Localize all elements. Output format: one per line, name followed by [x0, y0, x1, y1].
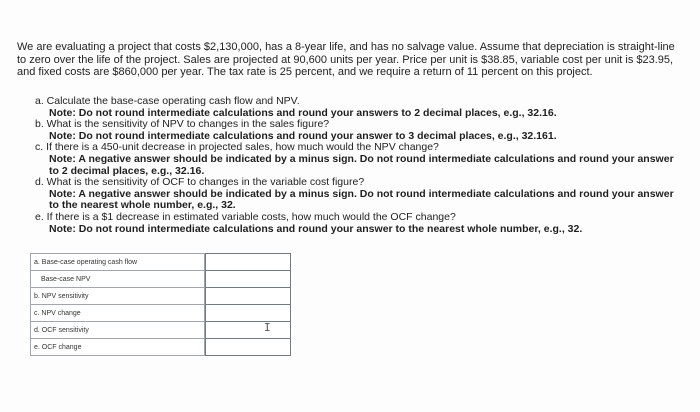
question-note: Note: A negative answer should be indicated by a minus sign. Do not round intermediate calculations and round your answer to 2 decimal places, e.g., 32.16. [49, 152, 674, 177]
row-label: Base-case NPV [31, 271, 205, 288]
question-note: Note: Do not round intermediate calculations and round your answers to 2 decimal places, e.g., 32.16. [49, 106, 557, 119]
table-row [31, 322, 291, 339]
row-label: d. OCF sensitivity [31, 322, 205, 339]
question-prompt: e. If there is a $1 decrease in estimated variable costs, how much would the OCF change? [35, 210, 456, 223]
question-d [35, 177, 685, 212]
table-row [31, 305, 291, 322]
problem-statement: We are evaluating a project that costs $2,130,000, has a 8-year life, and has no salvage value. Assume that depreciation is straight-line to zero over the life of the project. Sales are projected at 90,600 units per year. Price per unit is $38.85, variable cost per unit is $23.95, and fixed costs are $860,000 per year. The tax rate is 25 percent, and we require a return of 11 percent on this project. [17, 41, 675, 78]
ocf-sensitivity-input[interactable] [208, 325, 284, 336]
row-label: e. OCF change [31, 339, 205, 356]
row-label: c. NPV change [31, 305, 205, 322]
answer-cell [206, 322, 291, 339]
answer-cell [206, 339, 291, 356]
answer-table [30, 253, 291, 356]
npv-change-input[interactable] [208, 308, 284, 319]
row-label: b. NPV sensitivity [31, 288, 205, 305]
question-prompt: b. What is the sensitivity of NPV to changes in the sales figure? [35, 118, 330, 131]
table-row [31, 288, 291, 305]
question-b [35, 119, 685, 142]
answer-cell [206, 288, 291, 305]
ocf-change-input[interactable] [208, 342, 284, 353]
table-row [31, 254, 291, 271]
question-a [35, 96, 685, 119]
question-prompt: a. Calculate the base-case operating cash flow and NPV. [35, 95, 300, 107]
row-label: a. Base-case operating cash flow [31, 254, 205, 271]
question-note: Note: Do not round intermediate calculations and round your answer to the nearest whole number, e.g., 32. [49, 222, 583, 235]
answer-cell [206, 271, 291, 288]
question-note: Note: A negative answer should be indicated by a minus sign. Do not round intermediate calculations and round your answer to the nearest whole number, e.g., 32. [49, 187, 674, 212]
question-note: Note: Do not round intermediate calculations and round your answer to 3 decimal places, e.g., 32.161. [49, 129, 557, 142]
text-cursor-icon: I [264, 321, 271, 334]
question-prompt: d. What is the sensitivity of OCF to changes in the variable cost figure? [35, 176, 365, 189]
npv-input[interactable] [208, 274, 284, 285]
question-prompt: c. If there is a 450-unit decrease in projected sales, how much would the NPV change? [35, 141, 439, 154]
npv-sensitivity-input[interactable] [208, 291, 284, 302]
question-c [35, 142, 685, 177]
question-e [35, 212, 685, 235]
answer-cell [206, 305, 291, 322]
question-list [35, 96, 685, 235]
answer-cell [206, 254, 291, 271]
ocf-input[interactable] [208, 257, 284, 268]
table-row [31, 339, 291, 356]
table-row [31, 271, 291, 288]
